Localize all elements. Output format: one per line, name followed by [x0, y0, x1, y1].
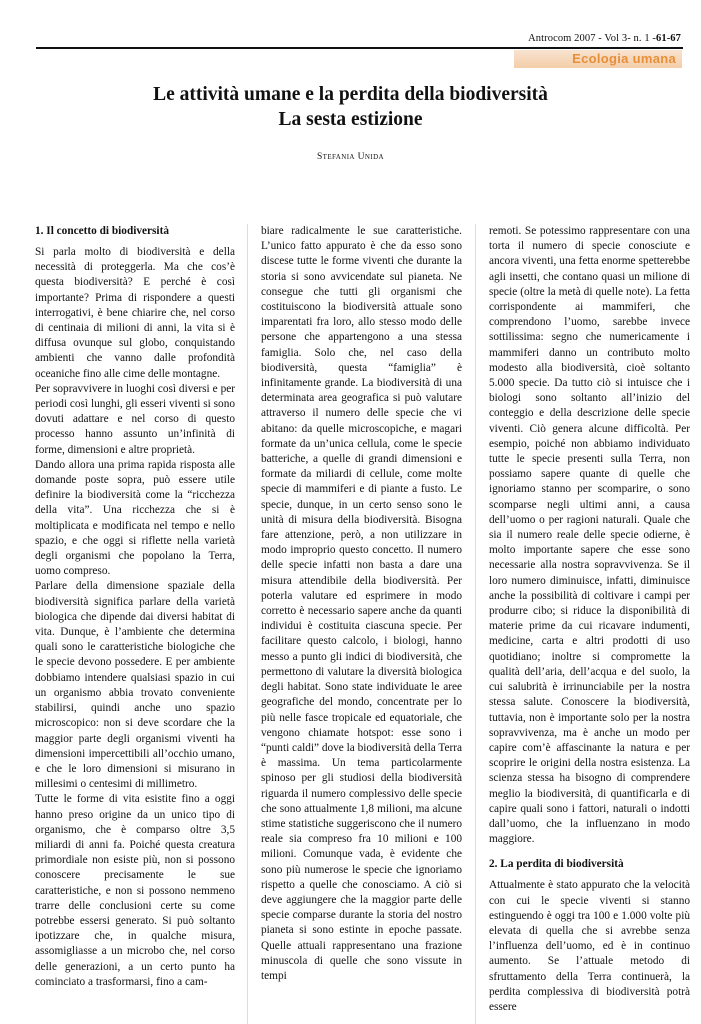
author-name: Stefania Unida	[316, 152, 385, 162]
paragraph: Per sopravvivere in luoghi così diversi e per periodi così lunghi, gli esseri viventi si sono dovuti adattare e nel corso di questo processo hanno assunto un’infinità di forme, dimensioni e altre proprietà.	[35, 382, 235, 456]
column-divider	[247, 224, 248, 1024]
paragraph: Tutte le forme di vita esistite fino a oggi hanno preso origine da un unico tipo di organismo, che è comparso oltre 3,5 miliardi di anni fa. Poiché questa creatura primordiale non esiste più, non si possono conoscere precisamente le sue caratteristiche, e non si possono nemmeno trarre delle conclusioni certe su come potrebbe essersi generato. Si può soltanto ipotizzare che, in qualche misura, assomigliasse a un microbo che, nel corso delle generazioni, a un certo punto ha cominciato a trasformarsi, fino a cam-	[35, 793, 235, 988]
title-line-2: La sesta estizione	[278, 109, 423, 130]
paragraph: Parlare della dimensione spaziale della biodiversità significa parlare della varietà biologica che dipende dai diversi habitat di vita. Dunque, è l’ambiente che determina quali sono le caratteristiche biologiche che le specie devono possedere. E per ambiente dobbiamo intendere qualsiasi spazio in cui un organismo abbia trovato conveniente stabilirsi, quindi anche uno spazio microscopico: non si deve scordare che la maggior parte degli organismi viventi ha dimensioni impercettibili all’occhio umano, e che le loro dimensioni si misurano in millesimi o centesimi di millimetro.	[35, 580, 235, 791]
paragraph: remoti. Se potessimo rappresentare con una torta il numero di specie conosciute e ancora viventi, una fetta enorme spetterebbe agli insetti, che contano quasi un milione di specie (oltre la metà di quelle note). La fetta corrispondente ai mammiferi, che comprendono l’uomo, sarebbe invece sottilissima: segno che numericamente i mammiferi danno un contributo molto modesto alla biodiversità, cioè soltanto 5.000 specie. Da tutto ciò si intuisce che i biologi sono soltanto all’inizio del conteggio e della descrizione delle specie viventi. Ciò genera alcune difficoltà. Per esempio, poiché non abbiamo individuato tutte le specie presenti sulla Terra, non possiamo sapere quante di quelle che ignoriamo stanno per scomparire, o sono scomparse negli ultimi anni, a causa dell’uomo o per ragioni naturali. Quale che sia il numero reale delle specie odierne, è molto importante sapere che esse sono necessarie alla nostra sopravvivenza. Se il loro numero diminuisce, infatti, diminuisce anche la possibilità di coltivare i campi per produrre cibo; si riduce la disponibilità di materie prime da cui ricavare indumenti, medicine, carta e altri prodotti di uso quotidiano; inoltre si compromette la qualità dell’aria, dell’acqua e del suolo, la cui salubrità è irrinunciabile per la nostra stessa salute. Conoscere la biodiversità, tuttavia, non è importante solo per la nostra sopravvivenza, ma è anche un modo per capire com’è affascinante la natura e per scoprire le origini della nostra esistenza. La scienza stessa ha bisogno di comprendere meglio la biodiversità, di quantificarla e di capire quali sono i fattori, naturali o indotti dall’uomo, che la influenzano in modo maggiore.	[489, 225, 690, 846]
journal-reference	[0, 33, 681, 44]
article-title	[0, 82, 701, 132]
section-label: Ecologia umana	[572, 51, 676, 66]
page-range: 61-67	[656, 33, 681, 44]
title-line-1: Le attività umane e la perdita della biodiversità	[153, 84, 548, 105]
paragraph: Attualmente è stato appurato che la velocità con cui le specie viventi si stanno estinguendo è oggi tra 100 e 1.000 volte più elevata di quella che si avrebbe senza l’influenza dell’uomo, ed è in continuo aumento. Se l’attuale metodo di sfruttamento della Terra continuerà, la perdita complessiva di biodiversità potrà essere	[489, 879, 690, 1013]
column-2	[261, 224, 462, 984]
section-heading-1: 1. Il concetto di biodiversità	[35, 225, 169, 237]
column-1	[35, 224, 235, 990]
section-tab	[514, 50, 682, 68]
column-3	[489, 224, 690, 1015]
section-heading-2: 2. La perdita di biodiversità	[489, 858, 624, 871]
column-divider	[475, 224, 476, 1024]
journal-citation: Antrocom 2007 - Vol 3- n. 1 -	[528, 33, 656, 44]
paragraph: Dando allora una prima rapida risposta alle domande poste sopra, può essere utile definire la biodiversità come la “ricchezza della vita”. Una ricchezza che si è moltiplicata e modificata nel tempo e nello spazio, e che oggi si riflette nella varietà degli organismi che popolano la Terra, uomo compreso.	[35, 458, 235, 578]
paragraph: biare radicalmente le sue caratteristiche. L’unico fatto appurato è che da esso sono discese tutte le forme viventi che durante la storia si sono avvicendate sul pianeta. Ne consegue che tutti gli organismi che costituiscono la biodiversità attuale sono imparentati fra loro, allo stesso modo delle persone che appartengono a una stessa famiglia. Solo che, nel caso della biodiversità, questa “famiglia” è infinitamente grande. La biodiversità di una determinata area geografica si può valutare attraverso il numero delle specie che vi abitano: da quelle microscopiche, e magari formate da un’unica cellula, come le specie batteriche, a quelle di grandi dimensioni e formate da miliardi di cellule, come molte specie di mammiferi e di piante a fusto. Le specie, dunque, in un certo senso sono le unità di misura della biodiversità. Bisogna fare attenzione, però, a non utilizzare in modo improprio questo concetto. Il numero delle specie infatti non basta a dare una misura attendibile della biodiversità. Per poterla valutare ed esprimere in modo corretto è necessario sapere anche da quanti individui è costituita ciascuna specie. Per facilitare questo calcolo, i biologi, hanno messo a punto gli indici di biodiversità, che permettono di valutare la diversità biologica degli habitat. Sono state individuate le aree geografiche del mondo, concentrate per lo più nelle fasce tropicale ed equatoriale, che vengono chiamate hotspot: esse sono i “punti caldi” dove la biodiversità della Terra è massima. Un tema particolarmente spinoso per gli studiosi della biodiversità riguarda il numero complessivo delle specie che sono attualmente 1,8 milioni, ma alcune stime statistiche suggeriscono che il numero reale sia compreso fra 10 milioni e 100 milioni. Comunque vada, è evidente che sono più numerose le specie che ignoriamo rispetto a quelle che conosciamo. A ciò si deve aggiungere che la maggior parte delle specie comparse durante la storia del nostro pianeta si sono estinte in epoche passate. Quelle attuali rappresentano una frazione minuscola di quelle che sono vissute in tempi	[261, 225, 463, 982]
paragraph: Si parla molto di biodiversità e della necessità di proteggerla. Ma che cos’è questa biodiversità? E perché è così importante? Prima di rispondere a questi interrogativi, è bene chiarire che, nel corso di centinaia di milioni di anni, la vita si è diffusa ovunque sul globo, conquistando ambienti che vanno dalle profondità oceaniche fino alle cime delle montagne.	[35, 246, 235, 380]
header-rule	[36, 47, 683, 49]
